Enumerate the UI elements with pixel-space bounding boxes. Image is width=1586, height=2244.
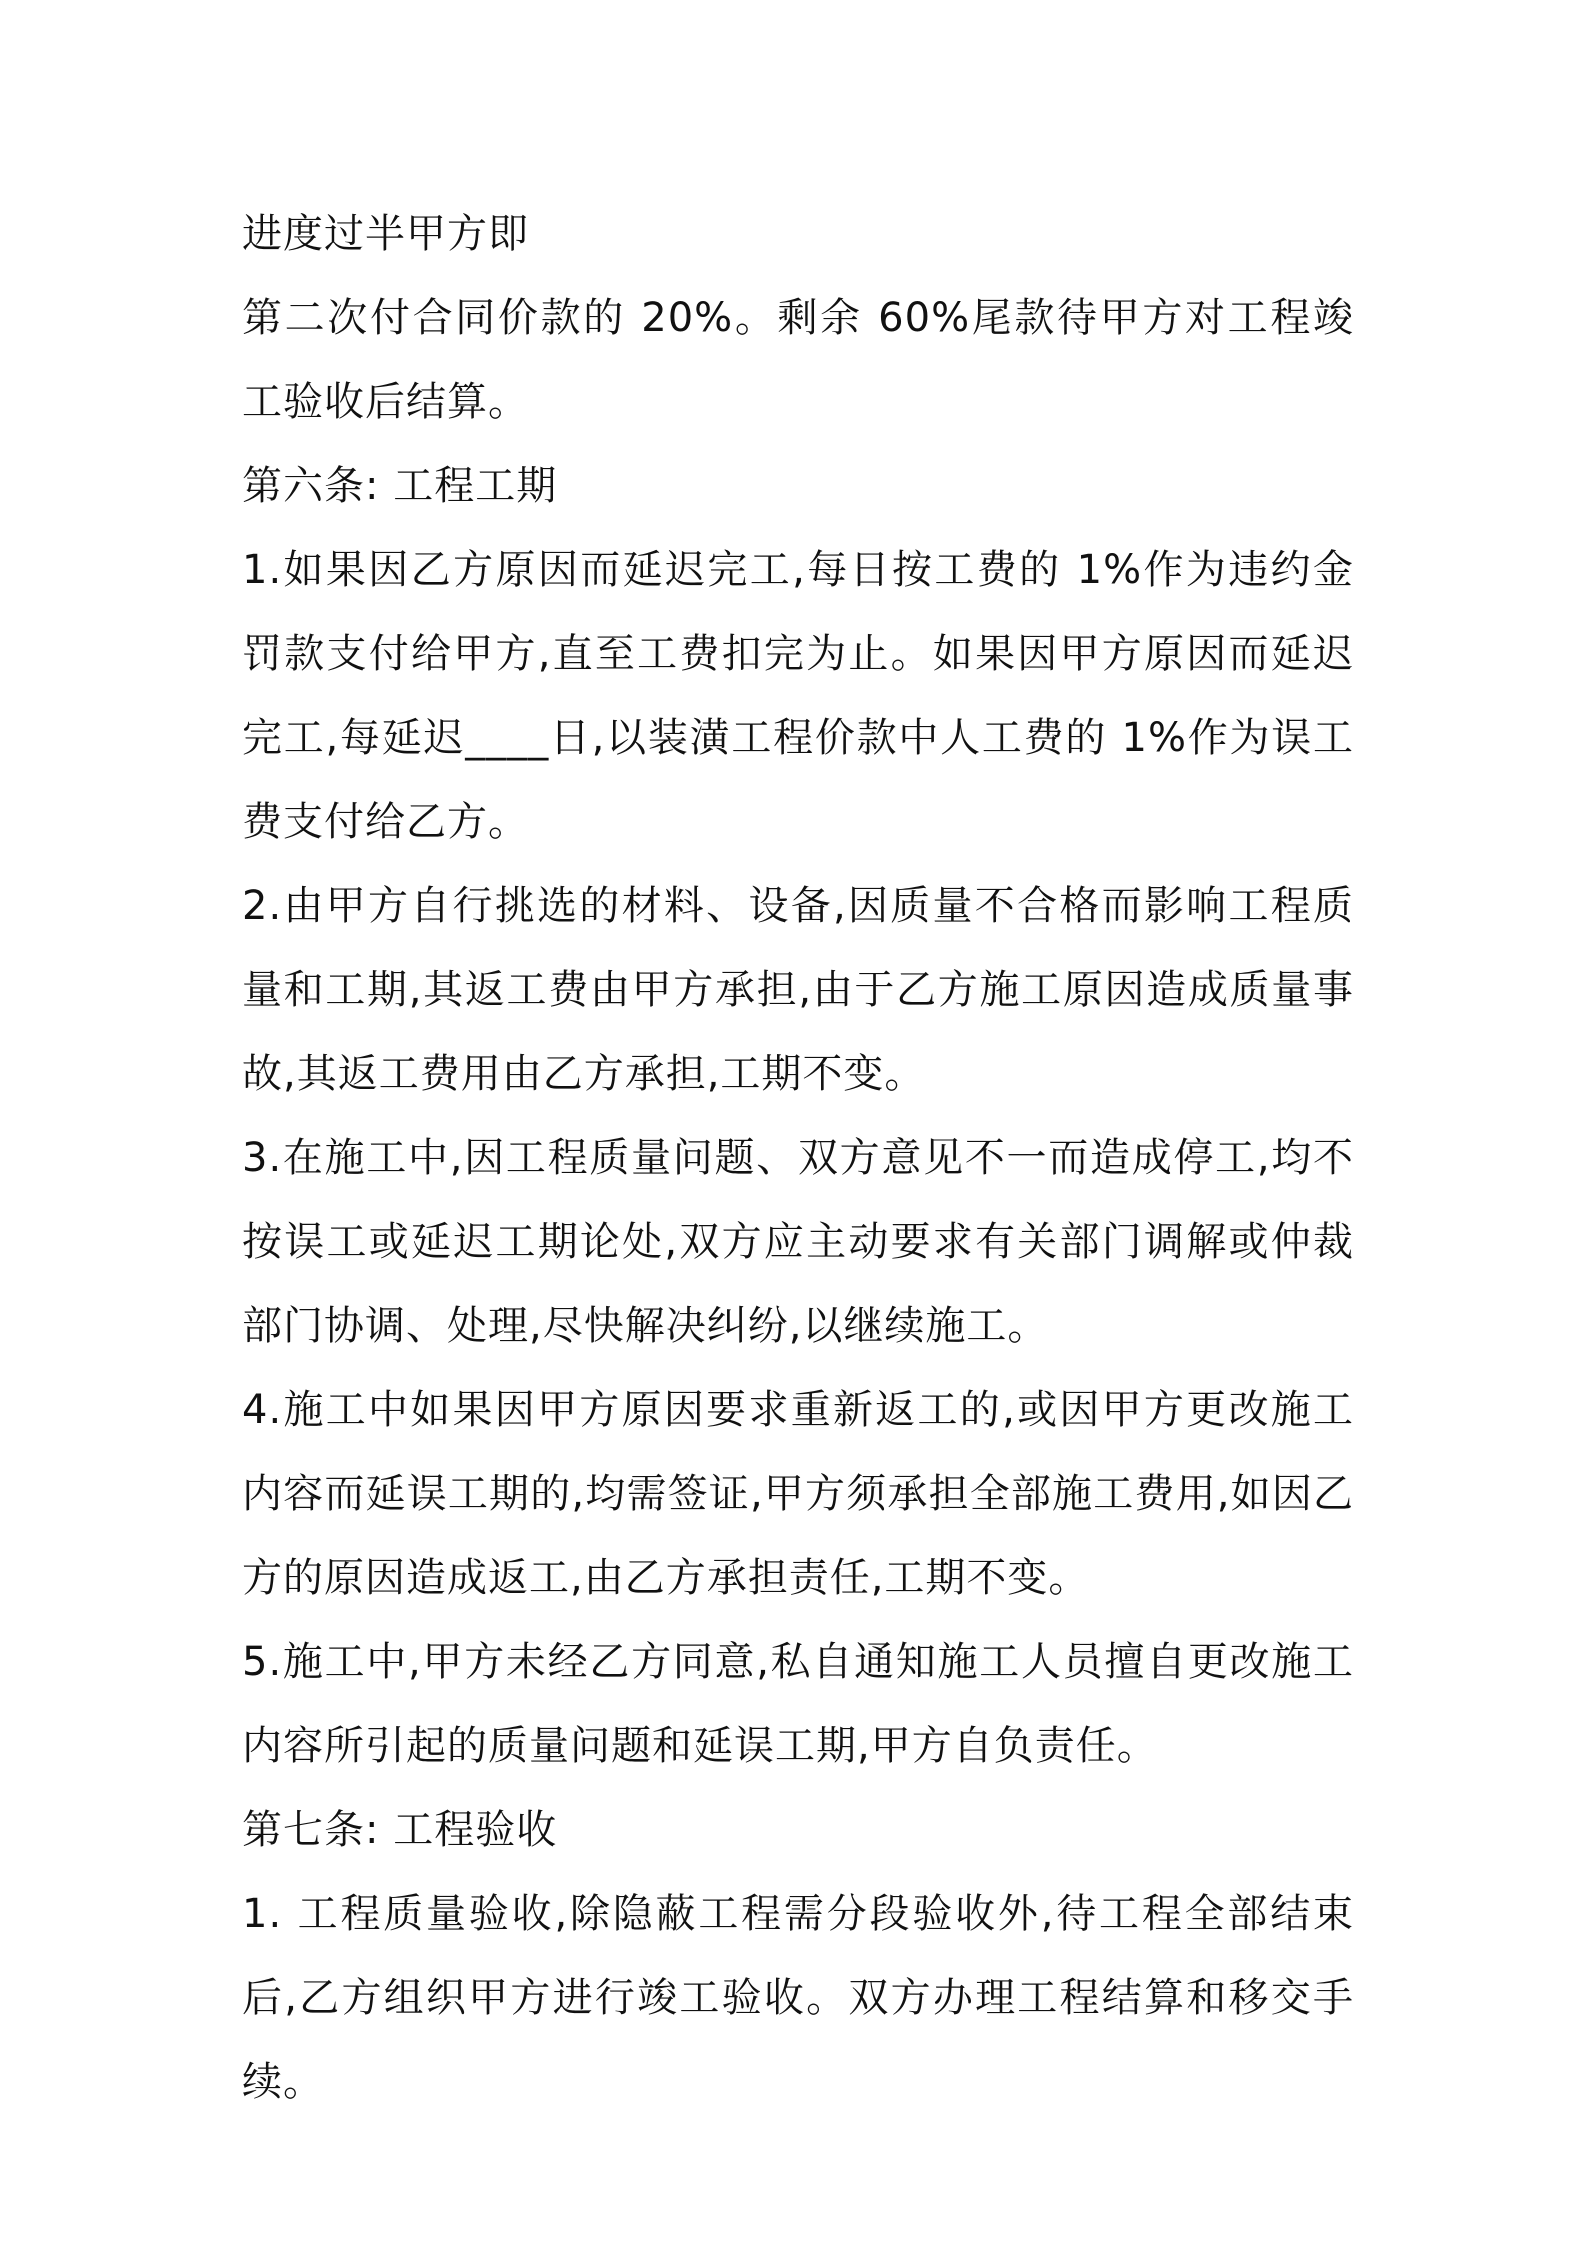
heading-article-7: 第七条: 工程验收 [242,1807,558,1853]
heading-article-6: 第六条: 工程工期 [242,463,558,509]
document-body [242,192,1354,2124]
paragraph-article-6-item-1: 1.如果因乙方原因而延迟完工,每日按工费的 1%作为违约金罚款支付给甲方,直至工费扣完为止。如果因甲方原因而延迟完工,每延迟____日,以装潢工程价款中人工费的 1%作为误工费支付给乙方。 [242,547,1354,845]
paragraph-second-payment: 第二次付合同价款的 20%。剩余 60%尾款待甲方对工程竣工验收后结算。 [242,295,1354,425]
paragraph-article-6-item-5: 5.施工中,甲方未经乙方同意,私自通知施工人员擅自更改施工内容所引起的质量问题和延误工期,甲方自负责任。 [242,1639,1354,1769]
paragraph-article-6-item-3: 3.在施工中,因工程质量问题、双方意见不一而造成停工,均不按误工或延迟工期论处,双方应主动要求有关部门调解或仲裁部门协调、处理,尽快解决纠纷,以继续施工。 [242,1135,1354,1349]
paragraph-article-6-item-4: 4.施工中如果因甲方原因要求重新返工的,或因甲方更改施工内容而延误工期的,均需签证,甲方须承担全部施工费用,如因乙方的原因造成返工,由乙方承担责任,工期不变。 [242,1387,1354,1601]
paragraph-article-7-item-1: 1. 工程质量验收,除隐蔽工程需分段验收外,待工程全部结束后,乙方组织甲方进行竣工验收。双方办理工程结算和移交手续。 [242,1891,1354,2105]
paragraph-article-6-item-2: 2.由甲方自行挑选的材料、设备,因质量不合格而影响工程质量和工期,其返工费由甲方承担,由于乙方施工原因造成质量事故,其返工费用由乙方承担,工期不变。 [242,883,1354,1097]
paragraph-progress-half: 进度过半甲方即 [242,211,529,257]
